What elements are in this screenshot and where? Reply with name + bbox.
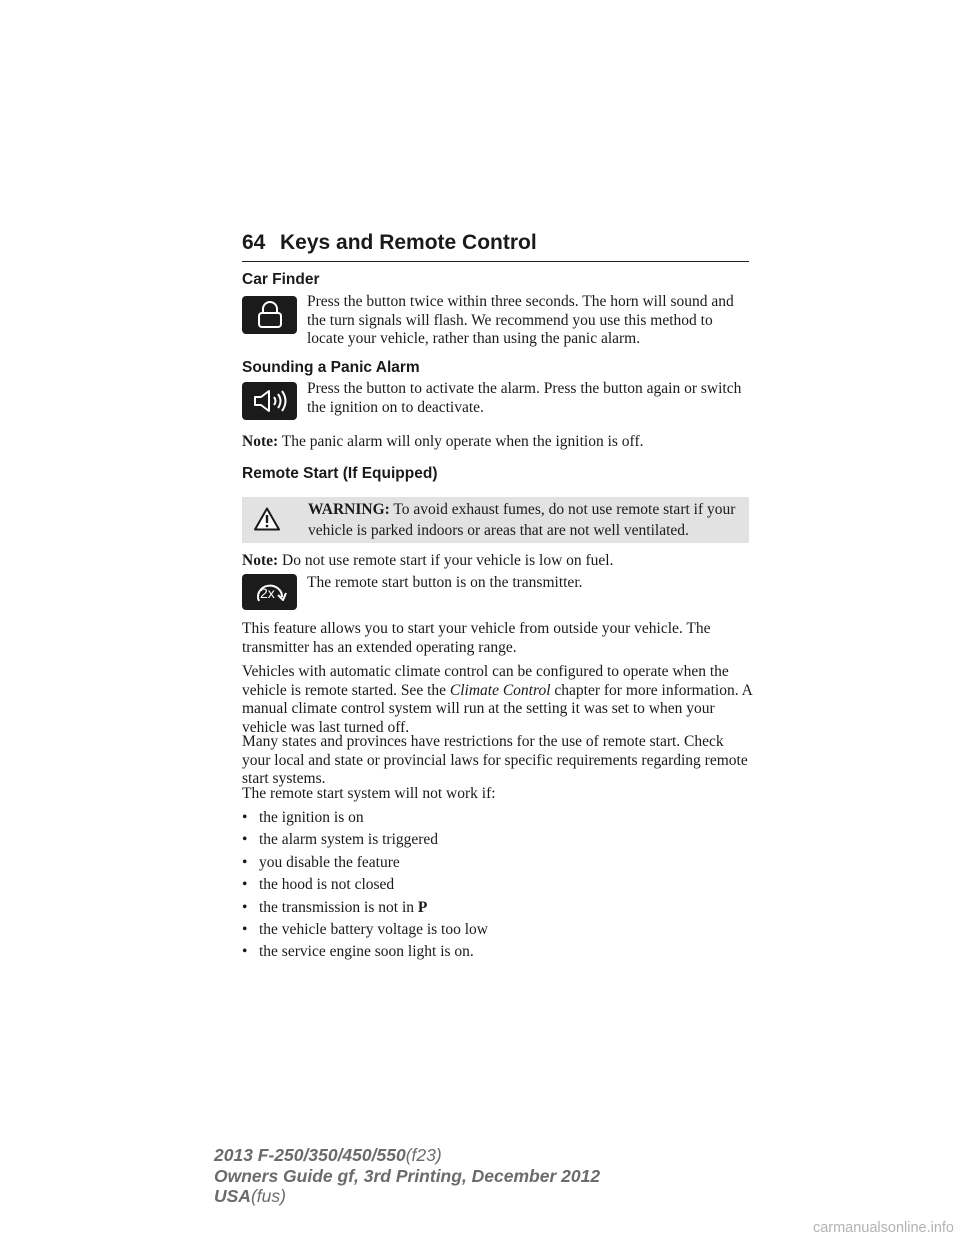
remote-start-2x-icon: [249, 577, 291, 607]
list-item: • you disable the feature: [242, 853, 400, 871]
panic-alarm-note: [242, 433, 754, 452]
list-item: • the ignition is on: [242, 809, 364, 826]
footer-line-2: Owners Guide gf, 3rd Printing, December 2012: [214, 1165, 601, 1186]
car-finder-button-image: [242, 296, 297, 334]
remote-start-icon-label: 2x: [259, 585, 275, 601]
list-item: • the transmission is not in P: [242, 898, 428, 916]
car-finder-text: Press the button twice within three seconds. The horn will sound and the turn signals will flash. We recommend you use this method to locate your vehicle, rather than using the panic alarm.: [307, 293, 734, 347]
warning-label: WARNING:: [308, 501, 390, 518]
panic-alarm-text: Press the button to activate the alarm. Press the button again or switch the ignition on to deactivate.: [307, 380, 742, 416]
list-item: • the alarm system is triggered: [242, 831, 439, 849]
note-text: Do not use remote start if your vehicle is low on fuel.: [282, 552, 614, 569]
remote-start-para-3: Many states and provinces have restrictions for the use of remote start. Check your local and state or provincial laws for specific requirements regarding remote start systems.: [242, 733, 748, 787]
list-intro: The remote start system will not work if:: [242, 785, 496, 802]
remote-start-heading: Remote Start (If Equipped): [242, 465, 438, 482]
note-text: The panic alarm will only operate when the ignition is off.: [281, 433, 644, 450]
panic-horn-icon: [249, 386, 291, 416]
list-item: • the hood is not closed: [242, 876, 395, 894]
lock-icon: [253, 300, 287, 330]
list-item: • the service engine soon light is on.: [242, 943, 474, 961]
remote-start-button-image: [242, 574, 297, 610]
panic-alarm-heading: Sounding a Panic Alarm: [242, 359, 420, 376]
remote-start-para-1: This feature allows you to start your vehicle from outside your vehicle. The transmitter has an extended operating range.: [242, 620, 711, 656]
watermark: carmanualsonline.info: [812, 1220, 954, 1236]
conditions-list: [242, 808, 752, 965]
page-header: [242, 229, 749, 262]
footer-line-3: USA(fus): [214, 1186, 286, 1206]
note-label: Note:: [242, 433, 279, 450]
page-number: 64: [242, 231, 266, 254]
list-item: • the vehicle battery voltage is too low: [242, 920, 488, 938]
footer-line-1: 2013 F-250/350/450/550(f23): [214, 1145, 442, 1165]
chapter-title: Keys and Remote Control: [280, 231, 537, 254]
warning-message: To avoid exhaust fumes, do not use remote start if your vehicle is parked indoors or areas that are not well ventilated.: [308, 501, 736, 539]
remote-start-note: [242, 552, 754, 571]
warning-triangle-icon: [254, 507, 280, 531]
remote-start-para-2: Vehicles with automatic climate control can be configured to operate when the vehicle is remote started. See the Climate Control chapter for more information. A manual climate control system will run at the setting it was set to when your vehicle was last turned off.: [242, 663, 752, 736]
climate-control-reference: Climate Control: [449, 681, 551, 699]
page-footer: [214, 1145, 600, 1207]
warning-box: [242, 497, 749, 543]
car-finder-heading: Car Finder: [242, 271, 320, 288]
remote-start-button-text: The remote start button is on the transmitter.: [307, 574, 583, 591]
warning-text: [308, 499, 748, 541]
note-label: Note:: [242, 552, 279, 569]
panic-button-image: [242, 382, 297, 420]
